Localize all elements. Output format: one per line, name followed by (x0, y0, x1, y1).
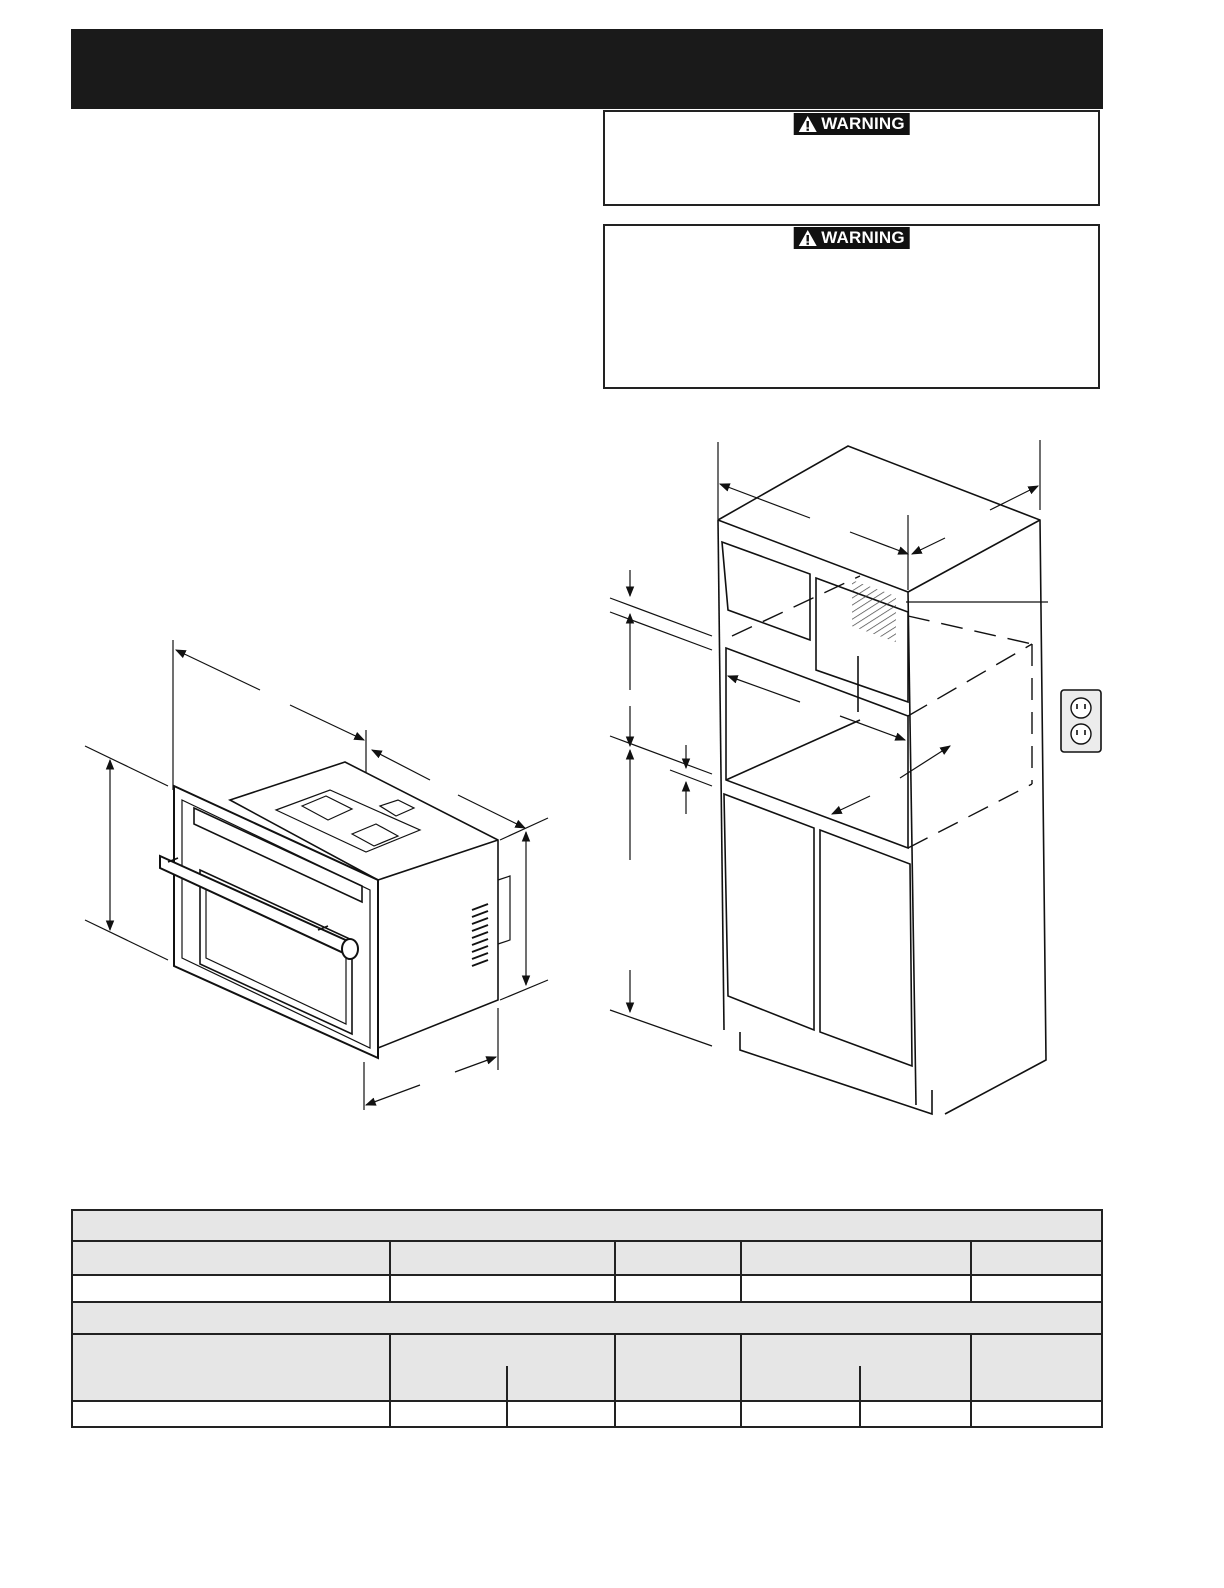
table-band-2 (73, 1303, 1101, 1333)
warning-label: WARNING (821, 228, 905, 247)
warning-label: WARNING (821, 114, 905, 133)
electrical-outlet-icon (1061, 690, 1101, 752)
table-header-row-2 (73, 1335, 1101, 1400)
cabinet-cutout-drawing (610, 440, 1048, 1114)
specification-table (71, 1209, 1103, 1428)
table-band-1 (73, 1211, 1101, 1240)
oven-isometric-drawing (85, 640, 548, 1110)
table-header-row-1 (73, 1242, 1101, 1274)
